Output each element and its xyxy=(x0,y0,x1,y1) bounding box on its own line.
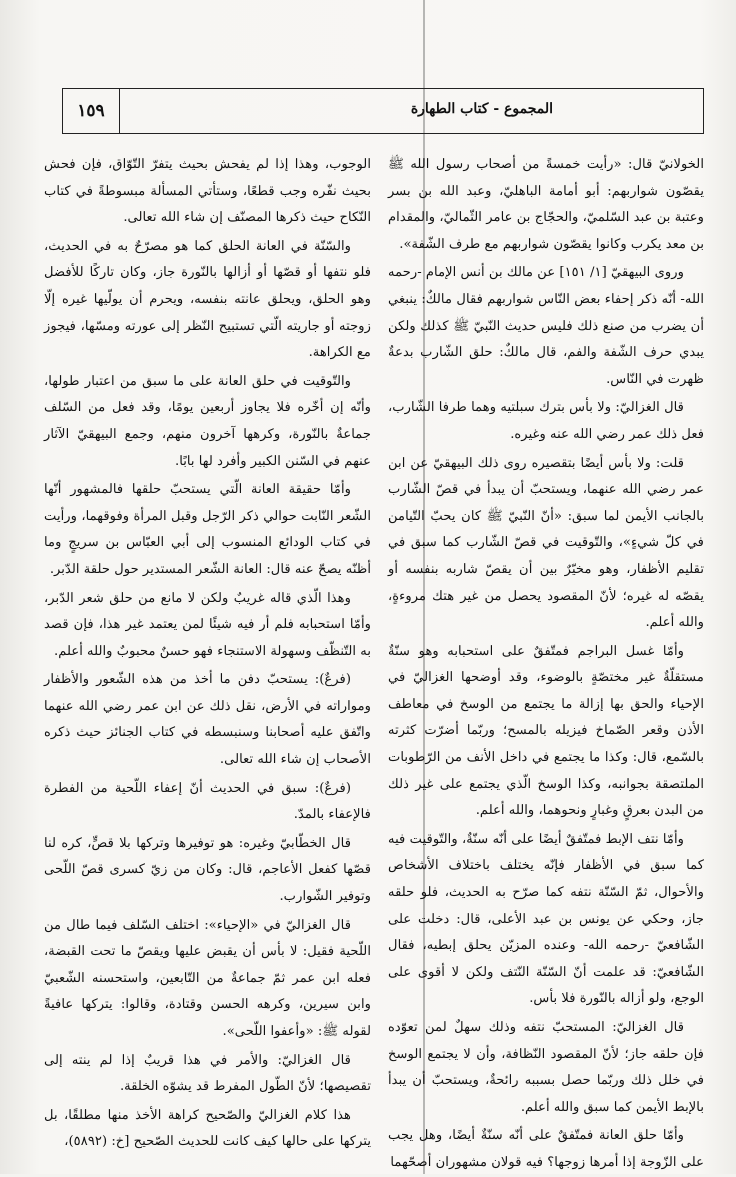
paragraph: قال الغزاليّ في «الإحياء»: اختلف السّلف فيما طال من اللّحية فقيل: لا بأس أن يقبض عليها ويقصّ ما تحت القبضة، فعله ابن عمر ثمّ جماعةٌ من التّابعين، واستحسنه الشّعبيّ وابن سيرين، وكرهه الحسن وقتادة، وقالوا: يتركها عافيةً لقوله ﷺ: «وأعفوا اللّحى». xyxy=(44,917,371,1039)
paragraph: قال الخطّابيّ وغيره: هو توفيرها وتركها بلا قصٍّ، كره لنا قصّها كفعل الأعاجم، قال: وكان من زيّ كسرى قصّ اللّحى وتوفير الشّوارب. xyxy=(44,835,371,905)
paragraph: الخولانيّ قال: «رأيت خمسةً من أصحاب رسول الله ﷺ يقصّون شواربهم: أبو أمامة الباهليّ، وعبد الله بن بسر وعتبة بن عبد السّلميّ، والحجّاج بن عامر الثّماليّ، والمقدام بن معد يكرب وكانوا يقصّون شواربهم مع طرف الشّفة». xyxy=(388,157,704,252)
paragraph: وأمّا نتف الإبط فمتّفقٌ أيضًا على أنّه سنّةٌ، والتّوقيت فيه كما سبق في الأظفار فإنّه يختلف باختلاف الأشخاص والأحوال، ثمّ السّنّة نتفه كما صرّح به الحديث، فلو حلقه جاز، وحكي عن يونس بن عبد الأعلى، قال: دخلت على الشّافعيّ -رحمه الله- وعنده المزيّن يحلق إبطيه، فقال الشّافعيّ: قد علمت أنّ السّنّة النّتف ولكن لا أقوى على الوجع، ولو أزاله بالنّورة فلا بأس. xyxy=(388,831,704,1007)
paragraph: (فرعٌ): يستحبّ دفن ما أخذ من هذه الشّعور والأظفار ومواراته في الأرض، نقل ذلك عن ابن عمر رضي الله عنهما واتّفق عليه أصحابنا وسنبسطه في كتاب الجنائز حيث ذكره الأصحاب إن شاء الله تعالى. xyxy=(44,672,371,768)
paragraph: قال الغزاليّ: والأمر في هذا قريبٌ إذا لم ينته إلى تقصيصها؛ لأنّ الطّول المفرط قد يشوّه الخلقة. xyxy=(44,1052,371,1095)
paragraph: قلت: ولا بأس أيضًا بتقصيره روى ذلك البيهقيّ عن ابن عمر رضي الله عنهما، ويستحبّ أن يبدأ في قصّ الشّارب بالجانب الأيمن لما سبق: «أنّ النّبيّ ﷺ كان يحبّ التّيامن في كلّ شيءٍ»، والتّوقيت في قصّ الشّارب كما سبق في تقليم الأظفار، وهو مخيّرٌ بين أن يقصّ شاربه بنفسه أو يقصّه له غيره؛ لأنّ المقصود يحصل من غير هتك مروءةٍ، والله أعلم. xyxy=(388,455,704,631)
paragraph: (فرعٌ): سبق في الحديث أنّ إعفاء اللّحية من الفطرة فالإعفاء بالمدّ. xyxy=(44,780,371,823)
paragraph: الوجوب، وهذا إذا لم يفحش بحيث يتفرّ التّوّاق، فإن فحش بحيث نفّره وجب قطعًا، وستأتي المسألة مبسوطةً في كتاب النّكاح حيث ذكرها المصنّف إن شاء الله تعالى. xyxy=(44,157,371,226)
paragraph: والتّوقيت في حلق العانة على ما سبق من اعتبار طولها، وأنّه إن أخّره فلا يجاوز أربعين يومًا، وقد فعل من السّلف جماعةٌ بالنّورة، وكرهها آخرون منهم، وجمع البيهقيّ الآثار عنهم في السّنن الكبير وأفرد لها بابًا. xyxy=(44,373,371,469)
paragraph: وأمّا حلق العانة فمتّفقٌ على أنّه سنّةٌ أيضًا، وهل يجب على الزّوجة إذا أمرها زوجها؟ فيه قولان مشهوران أصحّهما xyxy=(388,1128,704,1170)
paragraph: وهذا الّذي قاله غريبٌ ولكن لا مانع من حلق شعر الدّبر، وأمّا استحبابه فلم أر فيه شيئًا لمن يعتمد غير هذا، فإن قصد به التّنظّف وسهولة الاستنجاء فهو حسنٌ محبوبٌ والله أعلم. xyxy=(44,590,371,659)
page-header xyxy=(62,88,704,134)
paragraph: والسّنّة في العانة الحلق كما هو مصرّحٌ به في الحديث، فلو نتفها أو قصّها أو أزالها بالنّورة جاز، وكان تاركًا للأفضل وهو الحلق، ويحلق عانته بنفسه، ويحرم أن يولّيها غيره إلّا زوجته أو جاريته الّتي تستبيح النّظر إلى عورته ومسّها، فيجوز مع الكراهة. xyxy=(44,238,371,361)
paragraph: هذا كلام الغزاليّ والصّحيح كراهة الأخذ منها مطلقًا، بل يتركها على حالها كيف كانت للحديث الصّحيح [خ: (٥٨٩٢)، xyxy=(44,1107,371,1150)
paragraph: وروى البيهقيّ [١/ ١٥١] عن مالك بن أنس الإمام -رحمه الله- أنّه ذكر إحفاء بعض النّاس شواربهم فقال مالكٌ: ينبغي أن يضرب من صنع ذلك فليس حديث النّبيّ ﷺ كذلك ولكن يبدي حرف الشّفة والفم، قال مالكٌ: حلق الشّارب بدعةٌ ظهرت في النّاس. xyxy=(388,265,704,387)
paragraph: وأمّا غسل البراجم فمتّفقٌ على استحبابه وهو سنّةٌ مستقلّةٌ غير مختصّةٍ بالوضوء، وقد أوضحها الغزاليّ في الإحياء والحق بها إزالة ما يجتمع من الوسخ في معاطف الأذن وقعر الصّماخ فيزيله بالمسح؛ وربّما أضرّت كثرته بالسّمع، قال: وكذا ما يجتمع في داخل الأنف من الرّطوبات الملتصقة بجوانبه، وكذا الوسخ الّذي يجتمع على غير ذلك من البدن بعرقٍ وغبارٍ ونحوهما، والله أعلم. xyxy=(388,643,704,819)
left-column xyxy=(44,152,371,1162)
paragraph: قال الغزاليّ: ولا بأس بترك سبلتيه وهما طرفا الشّارب، فعل ذلك عمر رضي الله عنه وغيره. xyxy=(388,400,704,442)
running-title: المجموع - كتاب الطهارة xyxy=(410,101,553,117)
paragraph: قال الغزاليّ: المستحبّ نتفه وذلك سهلٌ لمن تعوّده فإن حلقه جاز؛ لأنّ المقصود النّظافة، وأن لا يجتمع الوسخ في خلل ذلك وربّما حصل بسببه رائحةٌ، ويستحبّ أن يبدأ بالإبط الأيمن كما سبق والله أعلم. xyxy=(388,1020,704,1115)
right-column xyxy=(388,152,704,1170)
paragraph: وأمّا حقيقة العانة الّتي يستحبّ حلقها فالمشهور أنّها الشّعر النّابت حوالي ذكر الرّجل وقبل المرأة وفوقهما، ورأيت في كتاب الودائع المنسوب إلى أبي العبّاس بن سريجٍ وما أظنّه يصحّ عنه قال: العانة الشّعر المستدير حول حلقة الدّبر. xyxy=(44,482,371,577)
page-number: ١٥٩ xyxy=(63,89,120,133)
